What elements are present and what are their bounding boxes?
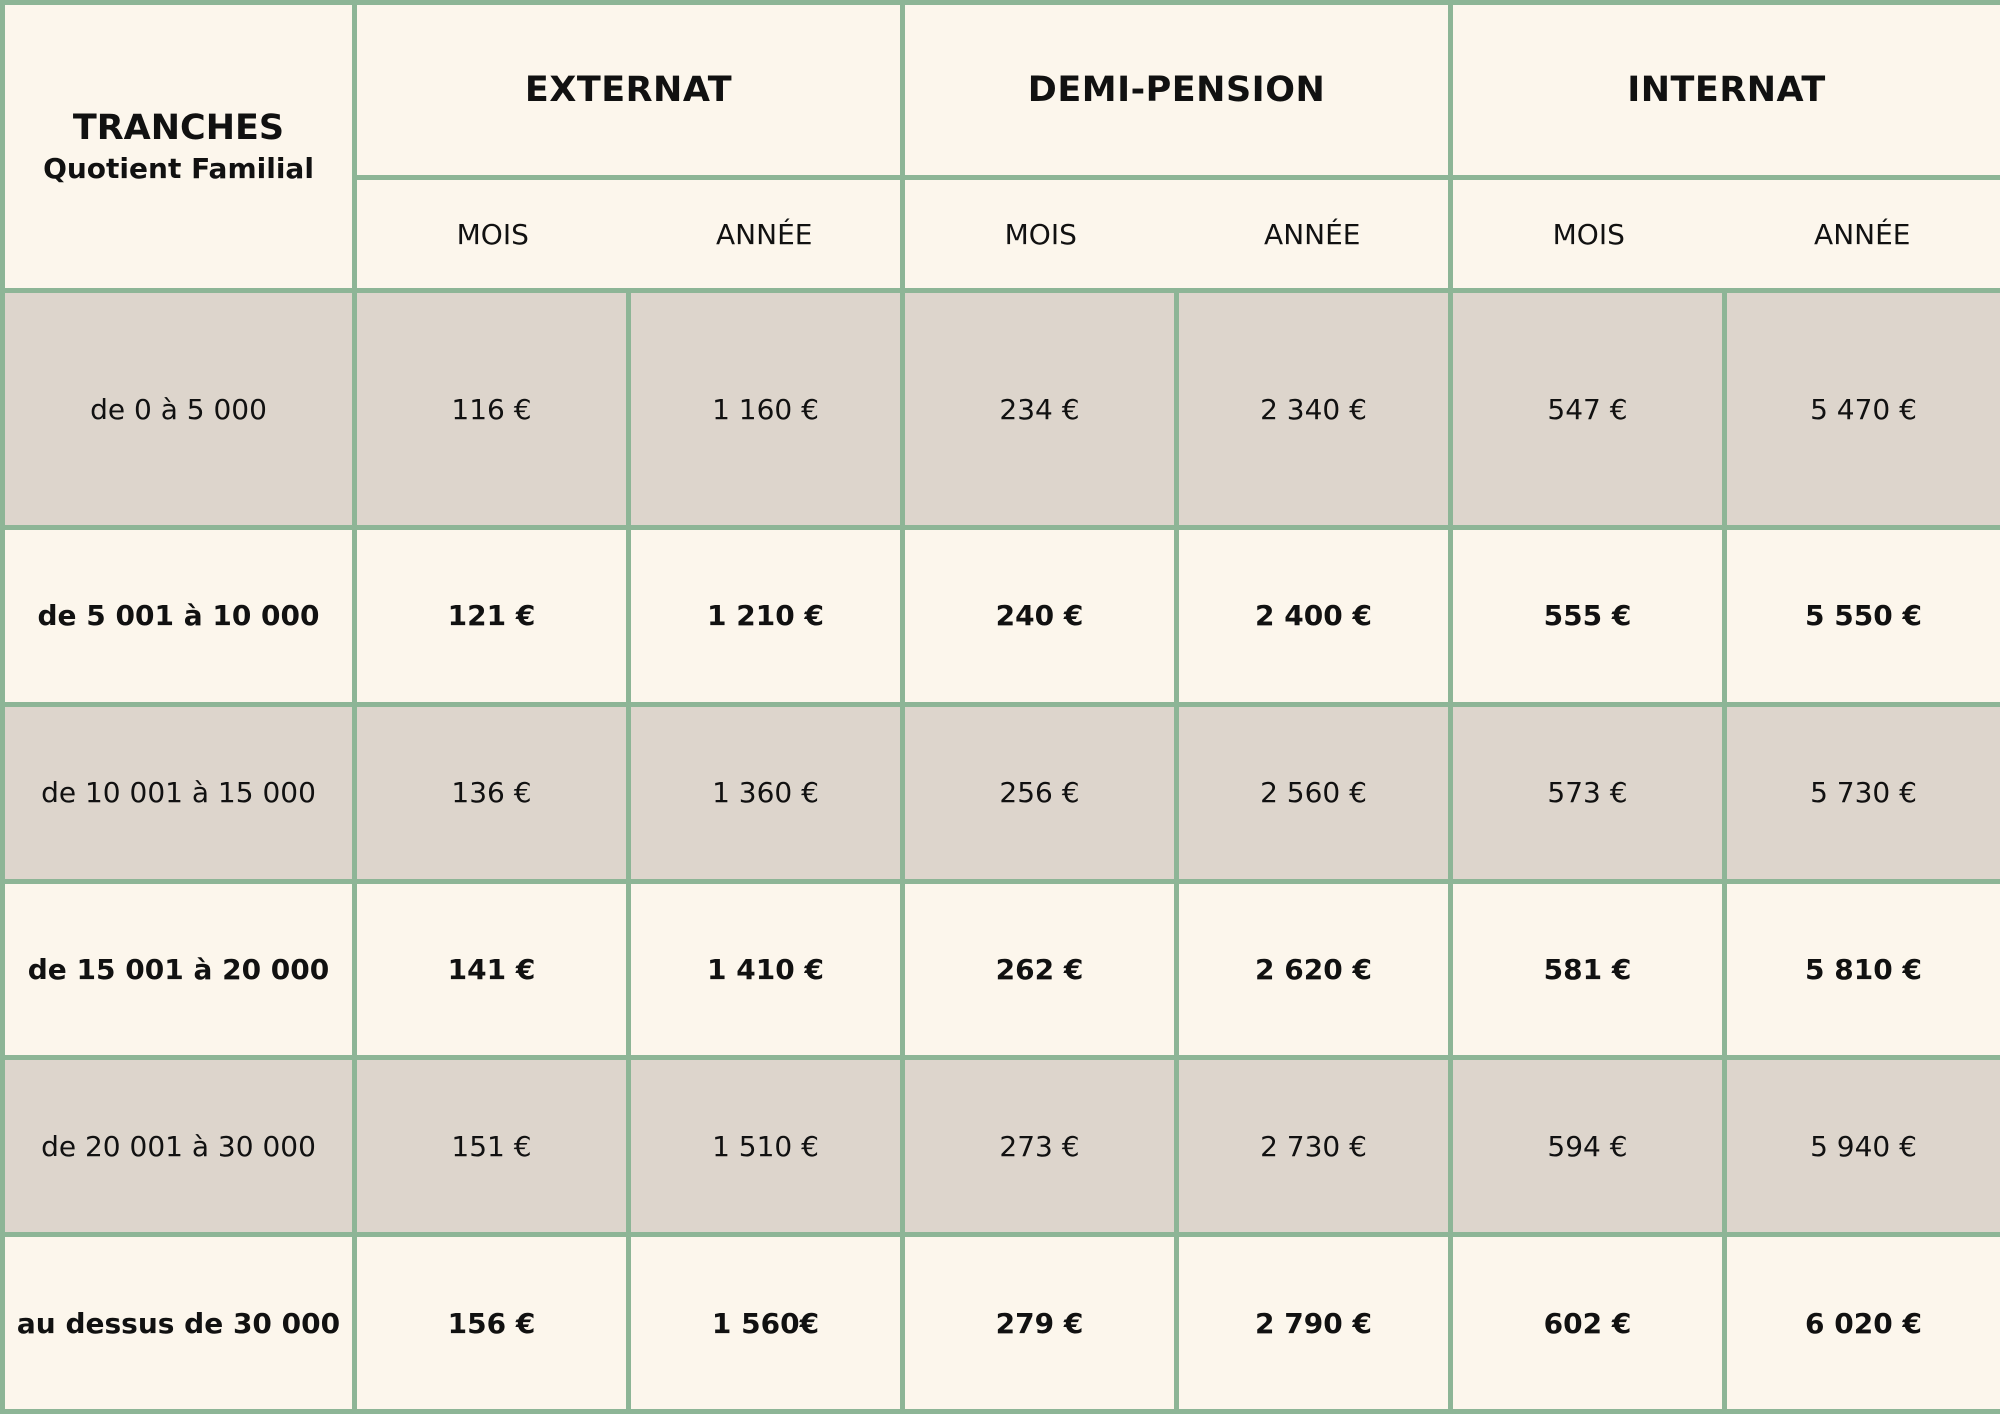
sub-header-demi-pension-annee: ANNÉE xyxy=(1177,178,1451,291)
demi-pension-annee-cell: 2 790 € xyxy=(1177,1235,1451,1412)
internat-mois-cell: 573 € xyxy=(1451,704,1725,881)
table-row xyxy=(3,528,2000,705)
externat-annee-cell: 1 160 € xyxy=(629,291,903,528)
group-header-externat: EXTERNAT xyxy=(355,3,903,178)
externat-annee-cell: 1 560€ xyxy=(629,1235,903,1412)
demi-pension-annee-cell: 2 400 € xyxy=(1177,528,1451,705)
tranche-label: de 10 001 à 15 000 xyxy=(3,704,355,881)
tranche-label: de 0 à 5 000 xyxy=(3,291,355,528)
sub-header-externat-mois: MOIS xyxy=(355,178,629,291)
table-row xyxy=(3,291,2000,528)
table-header xyxy=(3,3,2000,291)
demi-pension-mois-cell: 273 € xyxy=(903,1058,1177,1235)
sub-header-internat-mois: MOIS xyxy=(1451,178,1725,291)
externat-mois-cell: 156 € xyxy=(355,1235,629,1412)
demi-pension-annee-cell: 2 340 € xyxy=(1177,291,1451,528)
demi-pension-mois-cell: 279 € xyxy=(903,1235,1177,1412)
sub-header-internat-annee: ANNÉE xyxy=(1725,178,2000,291)
internat-annee-cell: 5 940 € xyxy=(1725,1058,2000,1235)
externat-mois-cell: 141 € xyxy=(355,881,629,1058)
sub-header-demi-pension-mois: MOIS xyxy=(903,178,1177,291)
internat-annee-cell: 5 730 € xyxy=(1725,704,2000,881)
internat-mois-cell: 581 € xyxy=(1451,881,1725,1058)
internat-mois-cell: 602 € xyxy=(1451,1235,1725,1412)
tranche-label: de 20 001 à 30 000 xyxy=(3,1058,355,1235)
tranches-title: TRANCHES xyxy=(72,107,285,148)
externat-mois-cell: 121 € xyxy=(355,528,629,705)
internat-mois-cell: 547 € xyxy=(1451,291,1725,528)
tranche-label: au dessus de 30 000 xyxy=(3,1235,355,1412)
externat-mois-cell: 151 € xyxy=(355,1058,629,1235)
tranche-label: de 15 001 à 20 000 xyxy=(3,881,355,1058)
group-header-demi-pension: DEMI-PENSION xyxy=(903,3,1451,178)
externat-annee-cell: 1 210 € xyxy=(629,528,903,705)
tranche-label: de 5 001 à 10 000 xyxy=(3,528,355,705)
tranches-subtitle: Quotient Familial xyxy=(43,151,314,185)
internat-annee-cell: 5 810 € xyxy=(1725,881,2000,1058)
internat-annee-cell: 5 550 € xyxy=(1725,528,2000,705)
tranches-header xyxy=(3,3,355,291)
table-row xyxy=(3,881,2000,1058)
demi-pension-mois-cell: 240 € xyxy=(903,528,1177,705)
demi-pension-mois-cell: 262 € xyxy=(903,881,1177,1058)
internat-annee-cell: 6 020 € xyxy=(1725,1235,2000,1412)
table-body xyxy=(3,291,2000,1412)
table-row xyxy=(3,1058,2000,1235)
sub-header-externat-annee: ANNÉE xyxy=(629,178,903,291)
internat-annee-cell: 5 470 € xyxy=(1725,291,2000,528)
header-group-row xyxy=(3,3,2000,178)
table-row xyxy=(3,1235,2000,1412)
externat-mois-cell: 116 € xyxy=(355,291,629,528)
demi-pension-annee-cell: 2 560 € xyxy=(1177,704,1451,881)
internat-mois-cell: 594 € xyxy=(1451,1058,1725,1235)
group-header-internat: INTERNAT xyxy=(1451,3,2000,178)
externat-mois-cell: 136 € xyxy=(355,704,629,881)
externat-annee-cell: 1 410 € xyxy=(629,881,903,1058)
table-row xyxy=(3,704,2000,881)
externat-annee-cell: 1 510 € xyxy=(629,1058,903,1235)
externat-annee-cell: 1 360 € xyxy=(629,704,903,881)
demi-pension-mois-cell: 234 € xyxy=(903,291,1177,528)
internat-mois-cell: 555 € xyxy=(1451,528,1725,705)
demi-pension-annee-cell: 2 730 € xyxy=(1177,1058,1451,1235)
demi-pension-mois-cell: 256 € xyxy=(903,704,1177,881)
demi-pension-annee-cell: 2 620 € xyxy=(1177,881,1451,1058)
